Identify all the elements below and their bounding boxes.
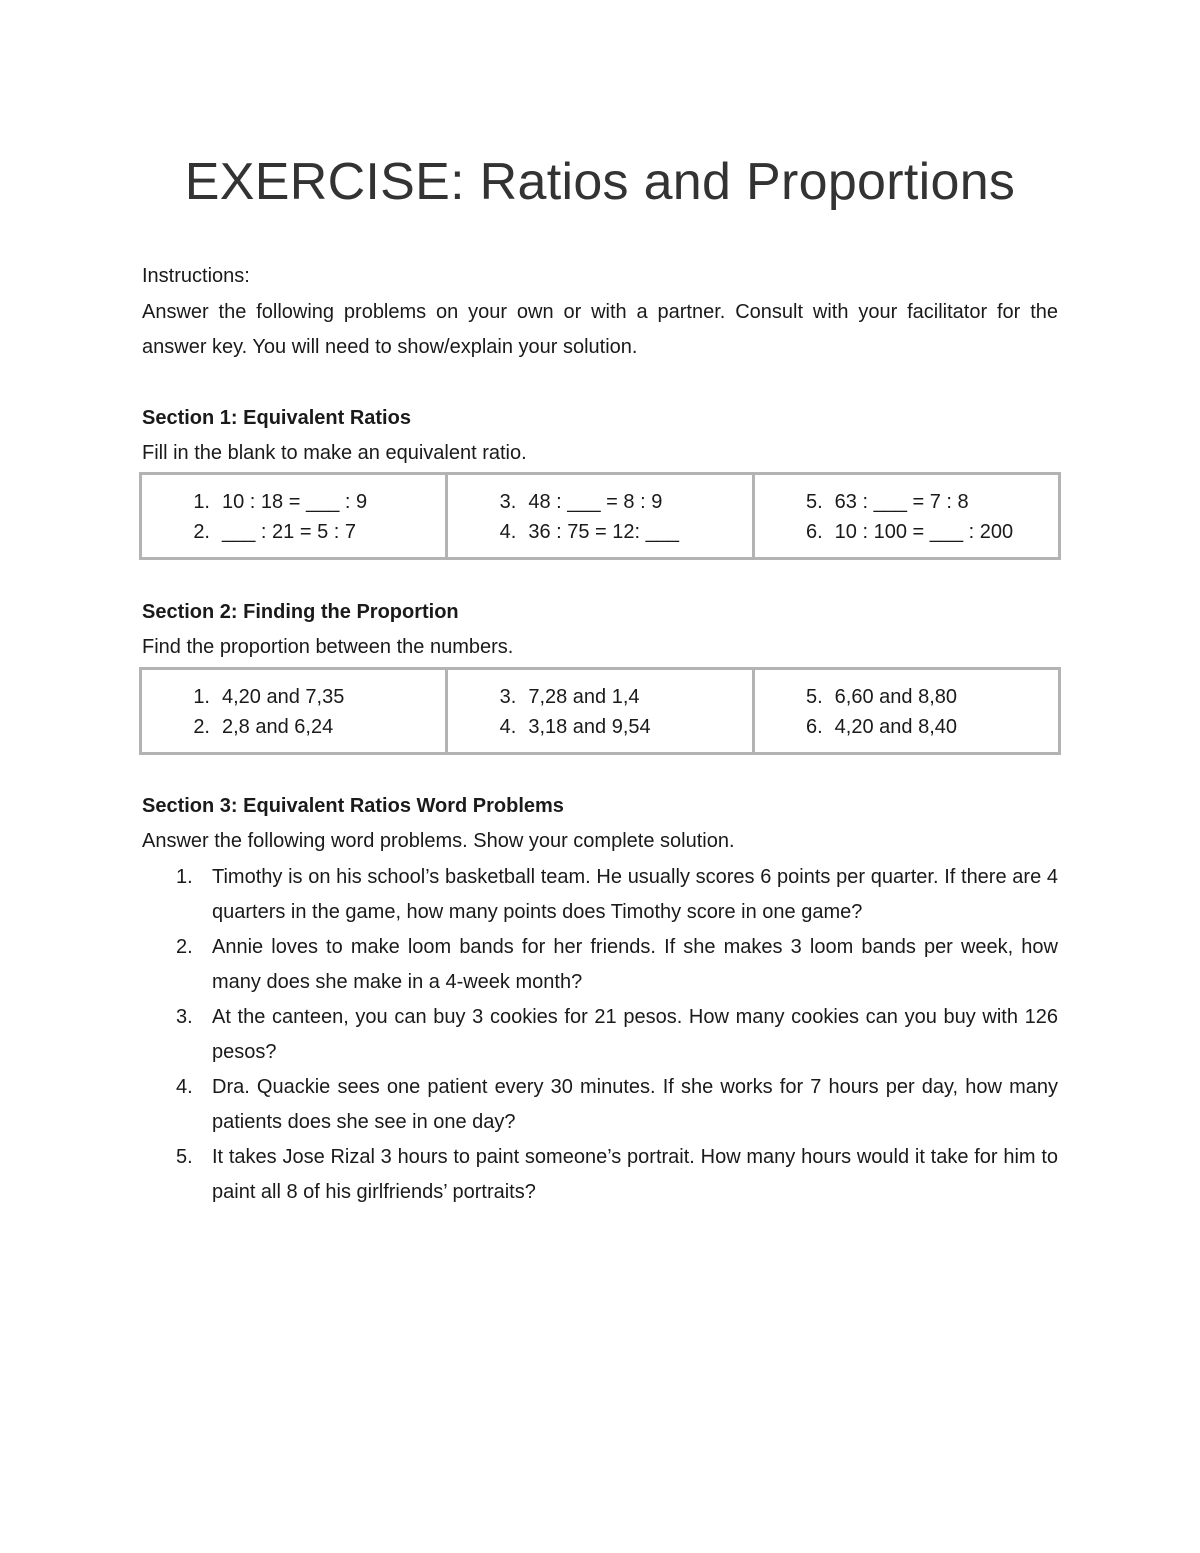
grid-cell (445, 475, 751, 557)
list-item (142, 1070, 1058, 1140)
item-number: 1. (193, 491, 210, 513)
section3-direction: Answer the following word problems. Show your complete solution. (142, 830, 735, 852)
item-text: 2,8 and 6,24 (222, 716, 334, 738)
item-number: 5. (805, 686, 823, 708)
item-text: Annie loves to make loom bands for her friends. If she makes 3 loom bands per week, how many does she make in a 4-week month? (212, 936, 1058, 993)
list-item (142, 517, 445, 547)
item-text: 7,28 and 1,4 (528, 686, 640, 708)
list-item (755, 682, 1058, 712)
section1-direction: Fill in the blank to make an equivalent ratio. (142, 442, 527, 464)
item-text: Dra. Quackie sees one patient every 30 minutes. If she works for 7 hours per day, how many patients does she see in one day? (212, 1076, 1058, 1133)
item-number: 5. (805, 491, 823, 513)
list-item (142, 1140, 1058, 1210)
word-problems-list (142, 860, 1058, 1210)
list-item (142, 860, 1058, 930)
item-text: 63 : ___ = 7 : 8 (834, 491, 969, 513)
item-text: It takes Jose Rizal 3 hours to paint someone’s portrait. How many hours would it take for him to paint all 8 of his girlfriends’ portraits? (212, 1146, 1058, 1203)
item-number: 1. (176, 866, 193, 888)
section3-heading: Section 3: Equivalent Ratios Word Problems (142, 795, 564, 817)
section1-heading: Section 1: Equivalent Ratios (142, 407, 411, 429)
list-item (142, 712, 445, 742)
item-number: 4. (499, 716, 517, 738)
section1-grid (139, 472, 1061, 560)
list-item (448, 517, 751, 547)
list-item (142, 682, 445, 712)
item-text: 10 : 100 = ___ : 200 (834, 521, 1014, 543)
list-item (448, 487, 751, 517)
instructions-heading: Instructions: (142, 265, 250, 287)
section2-direction: Find the proportion between the numbers. (142, 636, 514, 658)
item-number: 3. (499, 491, 517, 513)
grid-cell (752, 670, 1058, 752)
list-item (755, 487, 1058, 517)
list-item (142, 930, 1058, 1000)
item-number: 4. (176, 1076, 193, 1098)
item-number: 3. (176, 1006, 193, 1028)
item-text: Timothy is on his school’s basketball team. He usually scores 6 points per quarter. If there are 4 quarters in the game, how many points does Timothy score in one game? (212, 866, 1058, 923)
item-number: 5. (176, 1146, 193, 1168)
list-item (755, 517, 1058, 547)
grid-cell (142, 670, 445, 752)
instructions-body: Answer the following problems on your own or with a partner. Consult with your facilitator for the answer key. You will need to show/explain your solution. (142, 301, 1058, 358)
item-number: 6. (805, 716, 823, 738)
item-text: 3,18 and 9,54 (528, 716, 651, 738)
item-text: 10 : 18 = ___ : 9 (222, 491, 368, 513)
list-item (448, 682, 751, 712)
item-text: 36 : 75 = 12: ___ (528, 521, 680, 543)
item-number: 3. (499, 686, 517, 708)
section2-heading: Section 2: Finding the Proportion (142, 601, 459, 623)
section2-grid (139, 667, 1061, 755)
page-title: EXERCISE: Ratios and Proportions (184, 153, 1016, 211)
item-text: 4,20 and 7,35 (222, 686, 345, 708)
list-item (755, 712, 1058, 742)
list-item (142, 487, 445, 517)
item-text: ___ : 21 = 5 : 7 (222, 521, 356, 543)
grid-cell (445, 670, 751, 752)
item-number: 1. (193, 686, 210, 708)
item-number: 4. (499, 521, 517, 543)
item-text: 48 : ___ = 8 : 9 (528, 491, 663, 513)
item-number: 2. (176, 936, 193, 958)
list-item (142, 1000, 1058, 1070)
item-text: At the canteen, you can buy 3 cookies for 21 pesos. How many cookies can you buy with 126 pesos? (212, 1006, 1058, 1063)
item-text: 6,60 and 8,80 (834, 686, 957, 708)
item-number: 6. (805, 521, 823, 543)
item-text: 4,20 and 8,40 (834, 716, 957, 738)
item-number: 2. (193, 716, 210, 738)
item-number: 2. (193, 521, 210, 543)
list-item (448, 712, 751, 742)
grid-cell (752, 475, 1058, 557)
grid-cell (142, 475, 445, 557)
